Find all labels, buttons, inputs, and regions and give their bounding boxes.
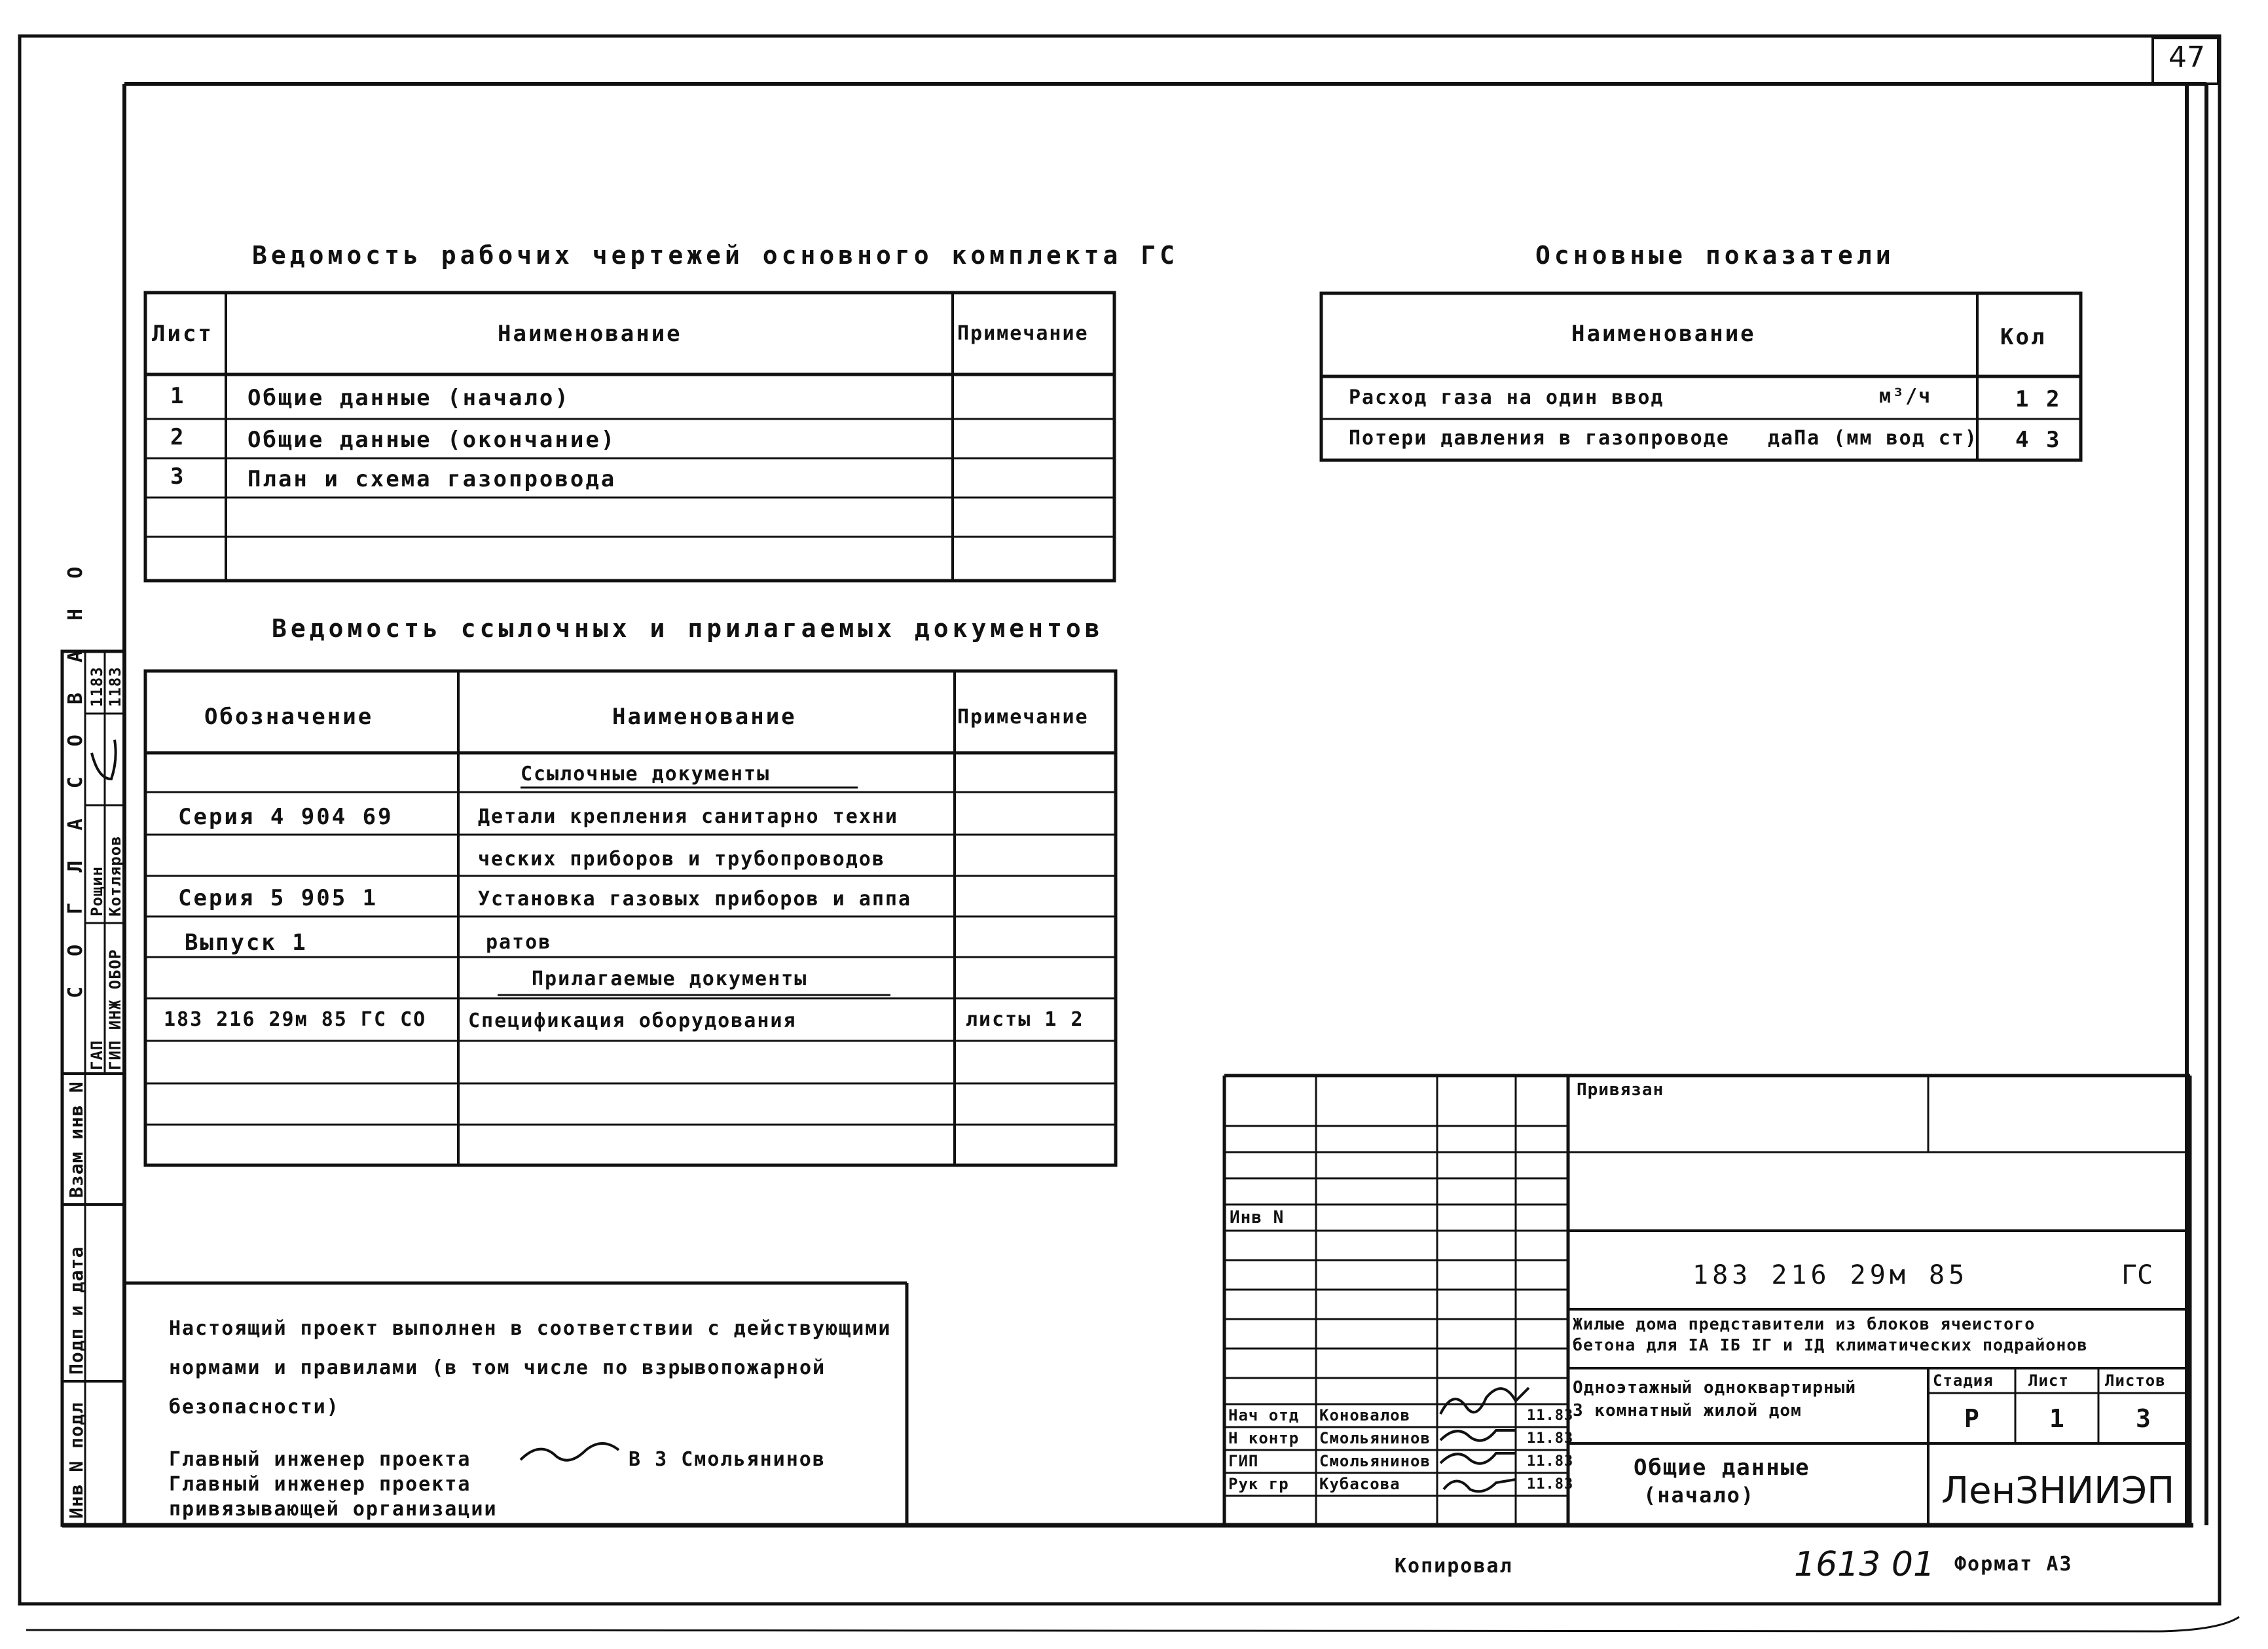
signature-chief [521,1443,619,1460]
reference-name: Установка газовых приборов и аппа [478,888,912,911]
drawings-row-name: Общие данные (начало) [247,385,570,411]
drawings-row-name: Общие данные (окончание) [247,427,617,453]
tb-privyazan: Привязан [1577,1080,1664,1100]
stamp-vzam-inv: Взам инв N [65,1081,87,1198]
stamp-date2: 1183 [106,666,124,707]
footer-number: 1613 01 [1794,1545,1935,1584]
indicators-header-qty: Кол [2000,324,2047,350]
reference-code: Выпуск 1 [185,930,308,956]
indicator-unit: даПа (мм вод ст) [1768,427,1978,450]
drawings-header-name: Наименование [498,321,682,347]
tb-building-line1: Одноэтажный одноквартирный [1573,1378,1856,1398]
sig-role: ГИП [1228,1452,1259,1470]
tb-inv-n: Инв N [1230,1208,1285,1227]
reference-name: ратов [486,931,552,954]
stamp-gip: ГИП ИНЖ ОБОР [106,949,124,1070]
reference-note: листы 1 2 [966,1008,1084,1031]
indicator-name: Потери давления в газопроводе [1349,427,1730,450]
tb-sheet-title-line2: (начало) [1643,1483,1755,1508]
indicators-table-title: Основные показатели [1535,241,1895,270]
tb-project-line2: бетона для IА IБ IГ и IД климатических подрайонов [1573,1335,2088,1354]
reference-name: Детали крепления санитарно техни [478,805,898,828]
tb-stage-header: Стадия [1933,1371,1994,1390]
drawings-row-sheet: 2 [170,424,186,450]
tb-sheet-header: Лист [2028,1371,2069,1390]
chief-engineer-label: Главный инженер проекта [169,1448,471,1471]
chief-engineer-name: В З Смольянинов [629,1448,826,1471]
tb-organization: ЛенЗНИИЭП [1941,1470,2175,1512]
tb-sheets-header: Листов [2105,1371,2166,1390]
reference-code: Серия 5 905 1 [178,885,378,911]
sig-role: Рук гр [1228,1475,1289,1493]
stamp-kotlyarov: Котляров [106,835,124,916]
tb-sheet-title-line1: Общие данные [1634,1455,1810,1481]
reference-name: ческих приборов и трубопроводов [478,848,885,871]
indicator-value: 4 3 [2015,427,2062,453]
tb-sheet: 1 [2049,1404,2064,1433]
tb-building-line2: 3 комнатный жилой дом [1573,1401,1802,1421]
stamp-podp-data: Подп и дата [65,1246,87,1375]
sig-date: 11.83 [1527,1453,1574,1470]
section-attached-documents: Прилагаемые документы [532,968,808,990]
tb-stage: Р [1964,1404,1979,1433]
drawings-table-title: Ведомость рабочих чертежей основного комплекта ГС [252,241,1179,270]
sig-role: Н контр [1228,1429,1300,1447]
reference-code: 183 216 29м 85 ГС СО [164,1008,427,1031]
sig-date: 11.83 [1527,1407,1574,1424]
stamp-date1: 1183 [88,666,106,707]
references-header-code: Обозначение [204,704,374,730]
signature-kubasova [1444,1479,1516,1491]
footer-copied: Копировал [1395,1555,1513,1578]
indicators-header-name: Наименование [1571,321,1756,347]
stamp-soglasovano: С О Г Л А С О В А Н О [64,557,87,998]
sig-name: Коновалов [1319,1406,1411,1424]
drawings-row-sheet: 3 [170,463,186,490]
compliance-line1: Настоящий проект выполнен в соответствии с действующими [169,1317,892,1340]
binding-organization-label: привязывающей организации [169,1498,498,1521]
reference-code: Серия 4 904 69 [178,804,393,830]
drawings-row-sheet: 1 [170,383,186,409]
section-referenced-documents: Ссылочные документы [521,763,771,786]
references-table-title: Ведомость ссылочных и прилагаемых документов [272,614,1104,643]
references-header-name: Наименование [612,704,797,730]
sig-date: 11.83 [1527,1476,1574,1493]
drawings-header-note: Примечание [957,322,1089,345]
sig-role: Нач отд [1228,1406,1300,1424]
drawings-row-name: План и схема газопровода [247,466,617,492]
compliance-line2: нормами и правилами (в том числе по взрывопожарной [169,1356,826,1379]
tb-doc-suffix: ГС [2121,1260,2153,1290]
sig-date: 11.83 [1527,1430,1574,1447]
signature-roshchin [92,740,116,779]
indicator-value: 1 2 [2015,386,2062,412]
compliance-line3: безопасности) [169,1396,340,1419]
drawings-header-sheet: Лист [152,321,213,347]
stamp-inv-podl: Инв N подл [65,1402,87,1519]
tb-sheets: 3 [2136,1404,2151,1433]
tb-project-line1: Жилые дома представители из блоков ячеистого [1573,1314,2036,1333]
sig-name: Смольянинов [1319,1452,1431,1470]
signature-smolyaninov-2 [1440,1453,1516,1464]
reference-name: Спецификация оборудования [468,1009,797,1032]
sig-name: Кубасова [1319,1475,1400,1493]
stamp-gap: ГАП [88,1040,106,1070]
indicator-name: Расход газа на один ввод [1349,386,1664,409]
indicator-unit: м³/ч [1879,385,1932,408]
signature-smolyaninov-1 [1440,1430,1516,1441]
footer-format: Формат А3 [1954,1553,2073,1576]
page-number: 47 [2168,41,2205,74]
references-header-note: Примечание [957,706,1089,729]
binding-chief-engineer-label: Главный инженер проекта [169,1473,471,1496]
sig-name: Смольянинов [1319,1429,1431,1447]
stamp-roshchin: Рощин [88,865,106,916]
tb-doc-code: 183 216 29м 85 [1692,1260,1969,1290]
